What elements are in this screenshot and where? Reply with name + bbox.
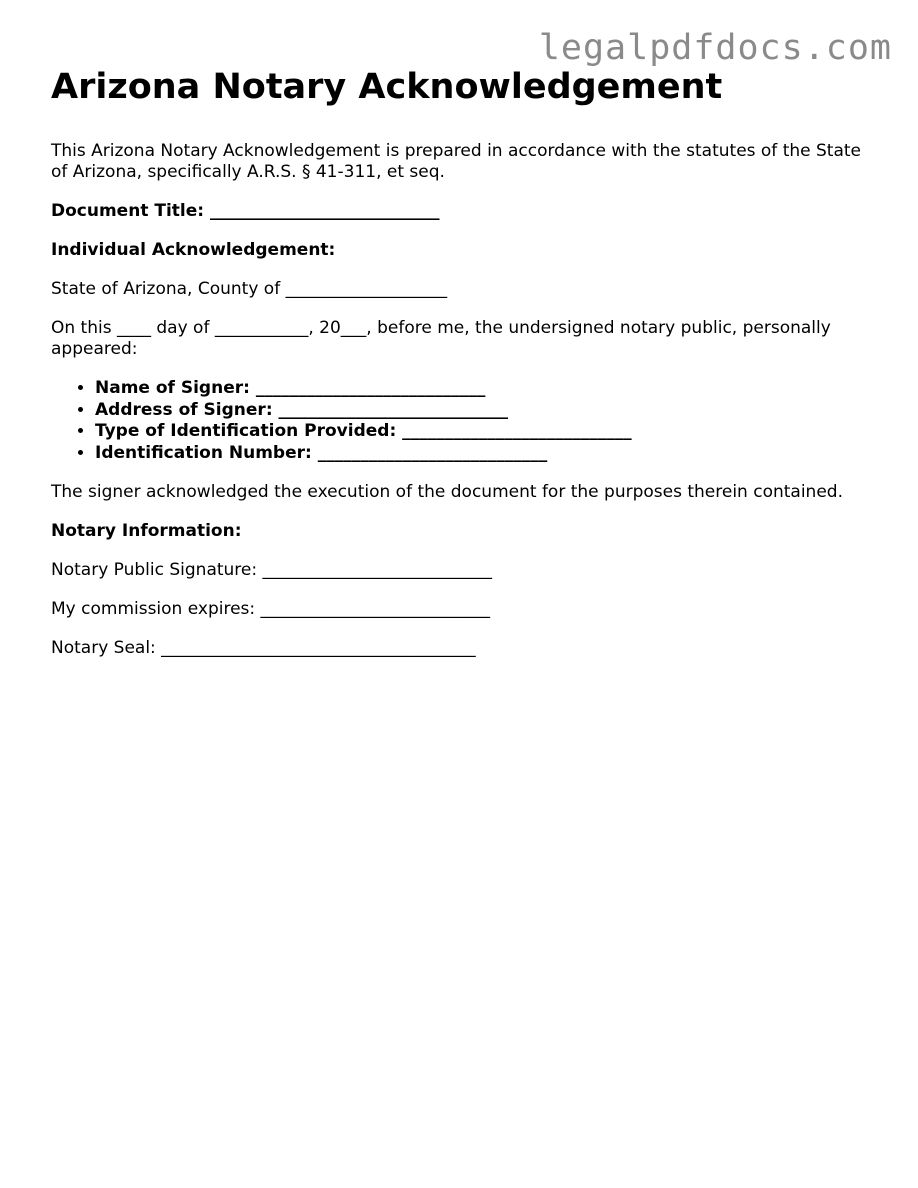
intro-paragraph: This Arizona Notary Acknowledgement is prepared in accordance with the statutes of the State of Arizona, specifically A.R.S. § 41-311, et seq.: [51, 141, 861, 182]
notary-information-heading: Notary Information:: [51, 521, 242, 541]
watermark: legalpdfdocs.com: [538, 28, 892, 68]
commission-expires-field: My commission expires: ___________________________: [51, 599, 491, 619]
address-of-signer-field: • Address of Signer: ___________________________: [95, 400, 881, 422]
document-title: Arizona Notary Acknowledgement: [51, 67, 723, 107]
acknowledged-paragraph: The signer acknowledged the execution of the document for the purposes therein contained.: [51, 482, 843, 502]
document-page: [51, 64, 881, 677]
document-title-field: Document Title: ___________________________: [51, 201, 440, 221]
identification-type-field: • Type of Identification Provided: ___________________________: [95, 421, 881, 443]
appeared-paragraph: On this ____ day of ___________, 20___, before me, the undersigned notary public, personally appeared:: [51, 318, 831, 359]
signer-fields-list: [51, 378, 881, 464]
name-of-signer-field: • Name of Signer: ___________________________: [95, 378, 881, 400]
county-field: State of Arizona, County of ___________________: [51, 279, 448, 299]
notary-seal-field: Notary Seal: _____________________________________: [51, 638, 476, 658]
identification-number-field: • Identification Number: ___________________________: [95, 443, 881, 465]
notary-signature-field: Notary Public Signature: ___________________________: [51, 560, 493, 580]
individual-acknowledgement-heading: Individual Acknowledgement:: [51, 240, 336, 260]
